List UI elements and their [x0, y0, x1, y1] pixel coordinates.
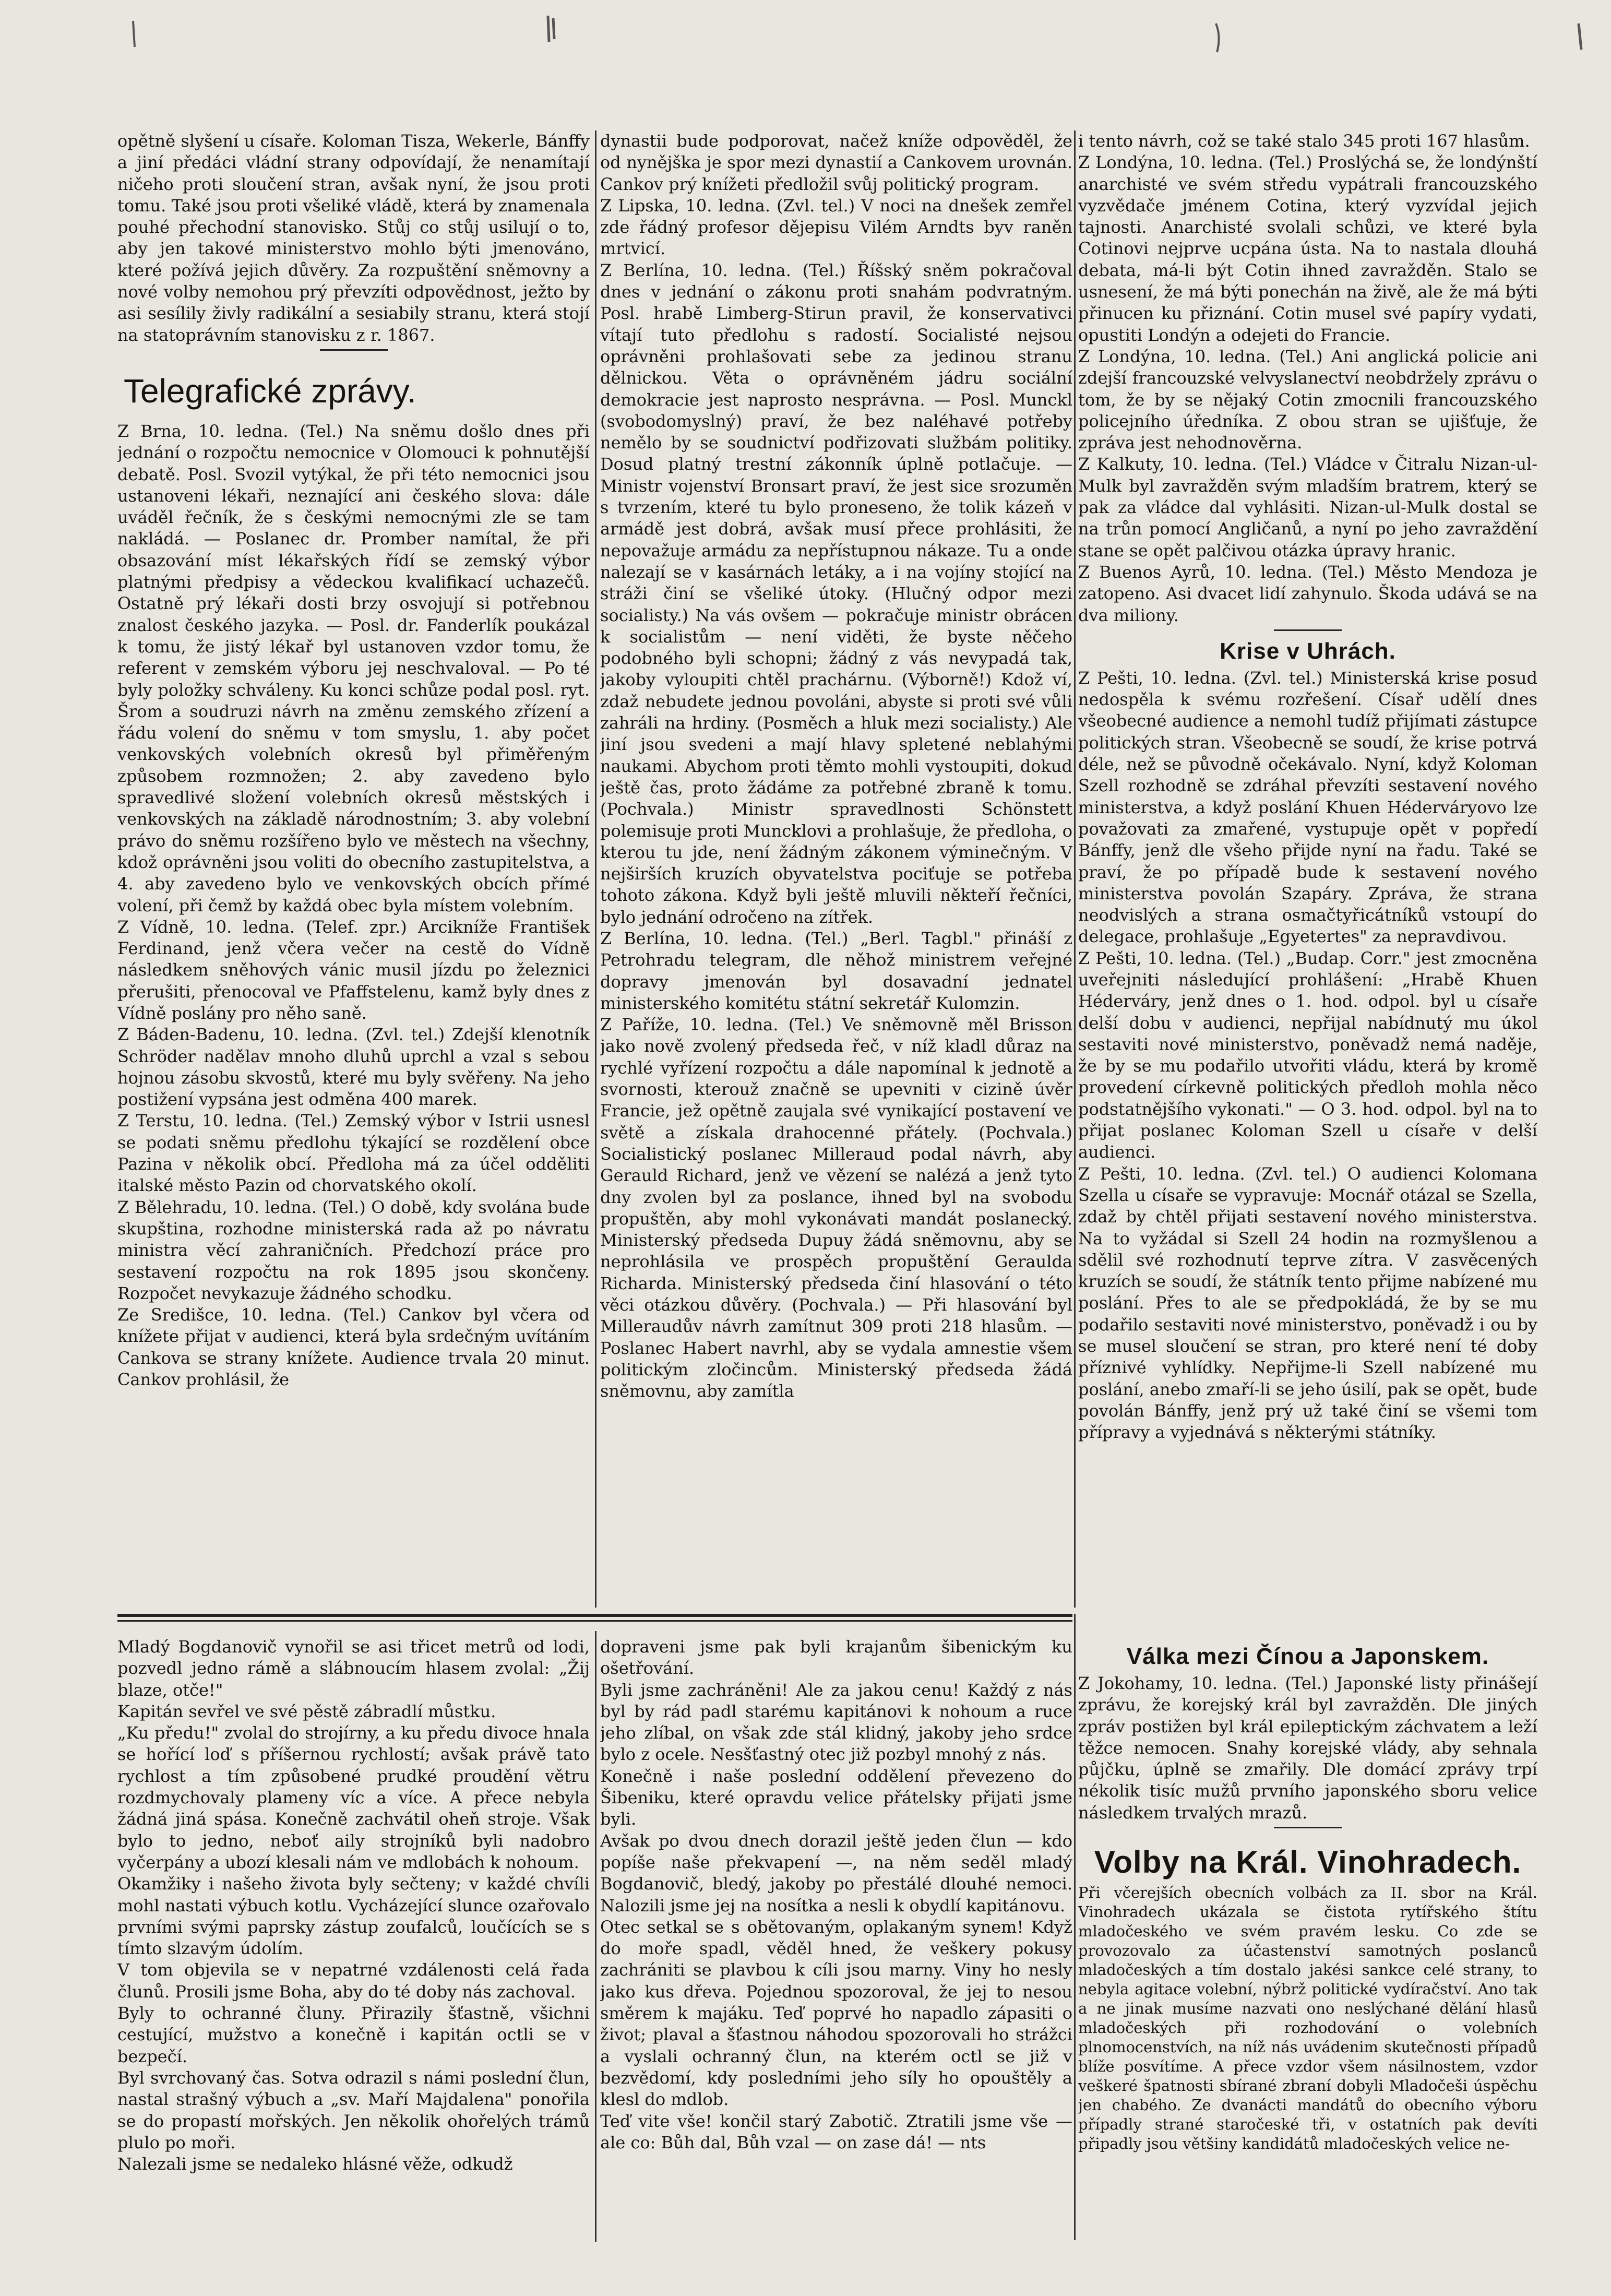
article-text: Z Vídně, 10. ledna. (Telef. zpr.) Arcikníže František Ferdinand, jenž včera večer na cestě do Vídně následkem sněhových vánic musil jízdu po železnici přerušiti, přenocoval ve Pfaffstelenu, kamž byly dnes z Vídně poslány pro něho saně.	[117, 917, 590, 1023]
story-text: Avšak po dvou dnech dorazil ještě jeden člun — kdo popíše naše překvapení —, na něm seděl mladý Bogdanovič, bledý, jakoby po přestálé dlouhé nemoci. Nalozili jsme jej na nosítka a nesli k obydlí kapitánovu.	[600, 1830, 1072, 1916]
article-text: i tento návrh, což se také stalo 345 proti 167 hlasům.	[1078, 131, 1530, 151]
story-text: „Ku předu!" zvolal do strojírny, a ku předu divoce hnala se hořící loď s příšernou rychlostí; avšak právě tato rychlost a tím způsobené prudké proudění větru rozdmychovaly plameny víc a více. A přece nebyla žádná jiná spása. Konečně zachvátil oheň stroje. Však bylo to jedno, neboť aily strojníků byli nadobro vyčerpány a ubozí klesali nám ve mdlobách k nohoum.	[117, 1723, 590, 1872]
story-text: Nalezali jsme se nedaleko hlásné věže, odkudž	[117, 2154, 513, 2174]
story-text: Byl svrchovaný čas. Sotva odrazil s námi poslední člun, nastal strašný výbuch a „sv. Maří Majdalena" ponořila se do propastí mořských. Jen několik ohořelých trámů plulo po moři.	[117, 2067, 590, 2152]
article-text: Z Londýna, 10. ledna. (Tel.) Ani anglická policie ani zdejší francouzské velvyslanectví neobdržely zprávu o tom, že by se nějaký Cotin zmocnili francouzského policejního úředníka. Z obou stran se ujišťuje, že zpráva jest nehodnověrna.	[1078, 346, 1537, 453]
column-rule	[595, 1631, 596, 2242]
story-text: Byli jsme zachráněni! Ale za jakou cenu! Každý z nás byl by rád padl starému kapitánovi k nohoum a ruce jeho zlíbal, on však zde stál klidný, jakoby jeho srdce bylo z ocele. Nesšťastný otec již pozbyl mnohý z nás.	[600, 1680, 1072, 1765]
article-text: Z Paříže, 10. ledna. (Tel.) Ve sněmovně měl Brisson jako nově zvolený předseda řeč, v níž kladl důraz na rychlé vyřízení rozpočtu a dále napomínal k jednotě a svornosti, kterouž značně se upevniti v cizině úvěr Francie, jež opětně zaujala své vynikající postavení ve světě a získala drahocenné přátely. (Pochvala.) Socialistický poslanec Milleraud podal návrh, aby Gerauld Richard, jenž ve vězení se nalézá a jenž tyto dny zvolen byl za poslance, ihned byl na svobodu propuštěn, aby mohl vykonávati mandát poslanecký. Ministerský předseda Dupuy žádá sněmovnu, aby se neprohlásila ve prospěch propuštění Geraulda Richarda. Ministerský předseda činí hlasování o této věci otázkou důvěry. (Pochvala.) — Při hlasování byl Milleraudův návrh zamítnut 309 proti 218 hlasům. — Poslanec Habert navrhl, aby se vydala amnestie všem politickým zločincům. Ministerský předseda žádá sněmovnu, aby zamítla	[600, 1015, 1072, 1401]
article-text: Z Buenos Ayrů, 10. ledna. (Tel.) Město Mendoza je zatopeno. Asi dvacet lidí zahynulo. Škoda udává se na dva miliony.	[1078, 562, 1537, 625]
article-text: Z Brna, 10. ledna. (Tel.) Na sněmu došlo dnes při jednání o rozpočtu nemocnice v Olomouci k pohnutější debatě. Posl. Svozil vytýkal, že při této nemocnici jsou ustanoveni lékaři, neznající ani českého slova: dále uváděl řečník, že s českými nemocnými zle se tam nakládá. — Poslanec dr. Promber namítal, že při obsazování míst lékařských řídí se zemský výbor platnými předpisy a vědeckou kvalifikací uchazečů. Ostatně prý lékaři dosti brzy osvojují si potřebnou znalost českého jazyka. — Posl. dr. Fanderlík poukázal k tomu, že jistý lékař byl ustanoven vzdor tomu, že referent v zemském výboru jej neschvaloval. — Po té byly položky schváleny. Ku konci schůze podal posl. ryt. Šrom a soudruzi návrh na změnu zemského zřízení a řádu volení do sněmu v tom smyslu, 1. aby počet venkovských volebních okresů byl přiměřeným způsobem rozmnožen; 2. aby zavedeno bylo spravedlivé složení volebních okresů městských i venkovských na základě národnostním; 3. aby volební právo do sněmu rozšířeno bylo ve městech na všechny, kdož oprávněni jsou voliti do obecního zastupitelstva, a 4. aby zavedeno bylo ve venkovských obcích přímé volení, při čemž by každá obec byla místem volebním.	[117, 421, 590, 915]
article-text: Z Terstu, 10. ledna. (Tel.) Zemský výbor v Istrii usnesl se podati sněmu předlohu týkající se rozdělení obce Pazina v několik obcí. Předloha má za účel odděliti italské město Pazin od chorvatského okolí.	[117, 1111, 590, 1196]
scan-mark	[548, 16, 554, 42]
column-rule	[1074, 130, 1076, 1608]
story-text: Kapitán sevřel ve své pěstě zábradlí můstku.	[117, 1701, 496, 1721]
article-text: Z Lipska, 10. ledna. (Zvl. tel.) V noci na dnešek zemřel zde řádný profesor dějepisu Vilém Arndts byv raněn mrtvicí.	[600, 195, 1072, 259]
feuilleton-middle	[600, 1636, 1072, 2242]
scan-mark	[133, 21, 135, 47]
section-heading: Krise v Uhrách.	[1220, 638, 1396, 664]
article-text: Z Pešti, 10. ledna. (Tel.) „Budap. Corr." jest zmocněna uveřejniti následující prohlášení: „Hrabě Khuen Héderváry, jenž dnes o 1. hod. odpol. byl u císaře delší dobu v audienci, nepřijal nabídnutý mu úkol sestaviti nové ministerstvo, poněvadž nemá naděje, že by se mu podařilo utvořiti vládu, která by kromě provedení církevně politických předloh mohla něco podstatnějšího vykonati." — O 3. hod. odpol. byl na to přijat poslanec Koloman Szell u císaře v delší audienci.	[1078, 948, 1537, 1162]
short-rule	[1274, 1827, 1342, 1828]
article-text: Z Berlína, 10. ledna. (Tel.) „Berl. Tagbl." přináší z Petrohradu telegram, dle něhož ministrem veřejné dopravy jmenován byl dosavadní jednatel ministerského komitétu státní sekretář Kulomzin.	[600, 928, 1072, 1013]
header-scan-marks	[0, 10, 1611, 57]
article-text: Z Pešti, 10. ledna. (Zvl. tel.) Ministerská krise posud nedospěla k svému rozřešení. Císař udělí dnes všeobecné audience a nemohl tudíž přijímati zástupce politických stran. Všeobecně se soudí, že krise potrvá déle, než se původně očekávalo. Nyní, když Koloman Szell rozhodně se zdráhal převzíti sestavení nového ministerstva, a když poslání Khuen Héderváryovo lze považovati za zmařené, vystupuje opět v popředí Bánffy, jenž dle všeho přijde nyní na řadu. Také se praví, že po případě bude k sestavení nového ministerstva povolán Szapáry. Zpráva, že strana neodvislých a strana osmačtyřicátníků vstoupí do delegace, prohlašuje „Egyetertes" za nepravdivou.	[1078, 668, 1537, 947]
column-rule	[595, 130, 596, 1608]
scan-mark	[1579, 23, 1581, 50]
section-heading: Volby na Král. Vinohradech.	[1094, 1845, 1522, 1880]
feuilleton-left	[117, 1636, 590, 2242]
article-text: Z Bělehradu, 10. ledna. (Tel.) O době, kdy svolána bude skupština, rozhodne ministerská rada až po návratu ministra věcí zahraničních. Předchozí práce pro sestavení rozpočtu na rok 1895 jsou skončeny. Rozpočet nevykazuje žádného schodku.	[117, 1197, 590, 1303]
article-text: Ze Središce, 10. ledna. (Tel.) Cankov byl včera od knížete přijat v audienci, která byla srdečným uvítáním Cankova se strany knížete. Audience trvala 20 minut. Cankov prohlásil, že	[117, 1305, 590, 1390]
scan-mark	[1216, 23, 1219, 52]
article-text: Z Jokohamy, 10. ledna. (Tel.) Japonské listy přinášejí zprávu, že korejský král byl zavražděn. Dle jiných zpráv postižen byl král epileptickým záchvatem a leží těžce nemocen. Snahy korejské vlády, aby sehnala půjčku, úplně se zmařily. Dle domácí zprávy trpí nékolik tisíc mužů prvního japonského sboru velice následkem trvalých mrazů.	[1078, 1673, 1537, 1823]
feuilleton-rule	[117, 1614, 1072, 1617]
column-right	[1078, 130, 1537, 1602]
column-right-lower	[1078, 1636, 1537, 2242]
story-text: Okamžiky i našeho života byly sečteny; v každé chvíli mohl nastati výbuch kotlu. Vycházející slunce ozařovalo prvními svými paprsky zástup zoufalců, loučících se s tímto slzavým údolím.	[117, 1874, 590, 1959]
story-text: Konečně i naše poslední oddělení převezeno do Šibeniku, které opravdu velice přátelsky přijati jsme byli.	[600, 1766, 1072, 1829]
article-text: Z Kalkuty, 10. ledna. (Tel.) Vládce v Čitralu Nizan-ul-Mulk byl zavražděn svým mladším bratrem, který se pak za vládce dal vyhlásiti. Nizan-ul-Mulk dostal se na trůn pomocí Angličanů, a nyní po jeho zavraždění stane se opět palčivou otázka úpravy hranic.	[1078, 454, 1537, 561]
article-text: Z Londýna, 10. ledna. (Tel.) Proslýchá se, že londýnští anarchisté ve svém středu vypátrali francouzského vyzvědače jménem Cotina, který vyzvídal jejich tajnosti. Anarchisté svolali schůzi, ve které byla Cotinovi nejprve ucpána ústa. Na to nastala dlouhá debata, má-li být Cotin ihned zavražděn. Stalo se usnesení, že má býti ponechán na živě, ale že má býti přinucen ku přiznání. Cotin musel své papíry vydati, opustiti Londýn a odejeti do Francie.	[1078, 152, 1537, 345]
article-text: opětně slyšení u císaře. Koloman Tisza, Wekerle, Bánffy a jiní předáci vládní strany odpovídají, že nenamítají ničeho proti sloučení stran, avšak nyní, že jsou proti tomu. Také jsou proti všeliké vládě, která by znamenala pouhé přechodní stanovisko. Stůj co stůj usilují o to, aby jen takové ministerstvo mohlo býti jmenováno, které požívá jejich důvěry. Za rozpuštění sněmovny a nové volby nemohou prý převzíti odpovědnost, ježto by asi sesílily živly radikální a sesiabily stranu, která stojí na statoprávním stanovisku z r. 1867.	[117, 131, 590, 345]
article-text: Při včerejších obecních volbách za II. sbor na Král. Vinohradech ukázala se čistota rytířského štítu mladočeského ve svém pravém lesku. Co zde se provozovalo za účastenství samotných poslanců mladočeských a tím dostalo jakési sankce celé strany, to nebyla agitace volební, nýbrž politické vydíračství. Ano tak a ne jinak musíme nazvati ono neslýchané dělání hlasů mladočeských při rozhodování o volebních plnomocenstvích, na níž nás uvádenim skutečnosti případů blíže posvítíme. A přece vzdor všem násilnostem, vzdor veškeré špatnosti sbírané zbraní dobyli Mladočeši úspěchu jen chabého. Ze dvanácti mandátů do obecního výboru případly strané staročeské tři, v ostatních pak devíti připadly jsou většiny kandidátů mladočeských velice ne-	[1078, 1884, 1537, 2153]
article-text: dynastii bude podporovat, načež kníže odpověděl, že od nynějška je spor mezi dynastií a Cankovem urovnán. Cankov prý knížeti předložil svůj politický program.	[600, 131, 1072, 194]
column-middle	[600, 130, 1072, 1602]
story-text: Teď vite vše! končil starý Zabotič. Ztratili jsme vše — ale co: Bůh dal, Bůh vzal — on zase dá! — nts	[600, 2111, 1072, 2152]
short-rule	[320, 349, 388, 351]
story-text: Mladý Bogdanovič vynořil se asi třicet metrů od lodi, pozvedl jedno rámě a slábnoucím hlasem zvolal: „Žij blaze, otče!"	[117, 1637, 590, 1700]
article-text: Z Berlína, 10. ledna. (Tel.) Říšský sněm pokračoval dnes v jednání o zákonu proti snahám podvratným. Posl. hrabě Limberg-Stirun pravil, že konservativci vítají tuto předlohu s radostí. Socialisté nejsou oprávněni prohlašovati sebe za jedinou stranu dělnickou. Věta o oprávněném jádru sociální demokracie jest naprosto nesprávna. — Posl. Munckl (svobodomyslný) praví, že bez naléhavé potřeby nemělo by se soudnictví podřizovati službám politiky. Dosud platný trestní zákonník úplně potlačuje. — Ministr vojenství Bronsart praví, že jest sice srozuměn s tvrzením, které tu bylo proneseno, že tolik kázeň v armádě jest dobrá, avšak musí přece prohlásiti, že nepovažuje armádu za nepřístupnou nákaze. Tu a onde nalezají se v kasárnách letáky, a i na vojíny stojící na stráži činí se všeliké útoky. (Hlučný odpor mezi socialisty.) Na vás ovšem — pokračuje ministr obrácen k socialistům — není viděti, že byste něčeho podobného byli schopni; žádný z vás nevypadá tak, jakoby vyloupiti chtěl prachárnu. (Výborně!) Kdož ví, zdaž nebudete jednou povoláni, abyste si proti své vůli zahráli na hrdiny. (Posměch a hluk mezi socialisty.) Ale jiní jsou svedeni a mají hlavy spletené neblahými naukami. Abychom proti těmto mohli vystoupiti, dokud ještě čas, proto žádáme za potřebné zbraně k tomu. (Pochvala.) Ministr spravedlnosti Schönstett polemisuje proti Muncklovi a prohlašuje, že předloha, o kterou tu jde, není žádným zákonem výminečným. V nejširších kruzích obyvatelstva pociťuje se potřeba tohoto zákona. Když byli ještě mluvili někteří řečníci, bylo jednání odročeno na zítřek.	[600, 260, 1072, 927]
story-text: dopraveni jsme pak byli krajanům šibenickým ku ošetřování.	[600, 1637, 1072, 1679]
section-heading: Telegrafické zprávy.	[124, 372, 416, 410]
story-text: Otec setkal se s obětovaným, oplakaným synem! Když do moře spadl, věděl hned, že veškery pokusy zachrániti se plavbou k cíli jsou marny. Viny ho nesly jako kus dřeva. Pojednou spozoroval, že jej to nesou směrem k majáku. Teď poprvé ho napadlo zápasiti o život; plaval a šťastnou náhodou spozorovali ho strážci a vyslali ochranný člun, na kterém octl se již v bezvědomí, kdy posledními jeho síly ho opouštěly a klesl do mdlob.	[600, 1917, 1072, 2110]
short-rule	[1274, 629, 1342, 631]
story-text: Byly to ochranné čluny. Přirazily šťastně, všichni cestující, mužstvo a konečně i kapitán octli se v bezpečí.	[117, 2003, 590, 2066]
article-text: Z Pešti, 10. ledna. (Zvl. tel.) O audienci Kolomana Szella u císaře se vypravuje: Mocnář otázal se Szella, zdaž by chtěl přijati sestavení nového ministerstva. Na to vyžádal si Szell 24 hodin na rozmyšlenou a sdělil své rozhodnutí teprve zítra. V zasvěcených kruzích se soudí, že státník tento přijme nabízené mu poslání. Přes to ale se předpokládá, že by se mu podařilo sestaviti nové ministerstvo, poněvadž i ou by se musel sloučení se stran, pro které není té doby příznivé vyhlídky. Nepřijme-li Szell nabízené mu poslání, anebo zmaří-li se jeho úsilí, pak se opět, bude povolán Bánffy, jenž prý už také činí se všemi tom přípravy a vyjednává s některými státníky.	[1078, 1163, 1537, 1443]
section-heading: Válka mezi Čínou a Japonskem.	[1126, 1644, 1489, 1669]
column-rule	[1074, 1614, 1076, 2240]
story-text: V tom objevila se v nepatrné vzdálenosti celá řada člunů. Prosili jsme Boha, aby do té doby nás zachoval.	[117, 1960, 590, 2002]
column-left	[117, 130, 590, 1602]
article-text: Z Báden-Badenu, 10. ledna. (Zvl. tel.) Zdejší klenotník Schröder nadělav mnoho dluhů uprchl a vzal s sebou hojnou zásobu skvostů, které mu byly svěřeny. Na jeho postižení vypsána jest odměna 400 marek.	[117, 1025, 590, 1110]
feuilleton-rule-thin	[117, 1620, 1072, 1622]
